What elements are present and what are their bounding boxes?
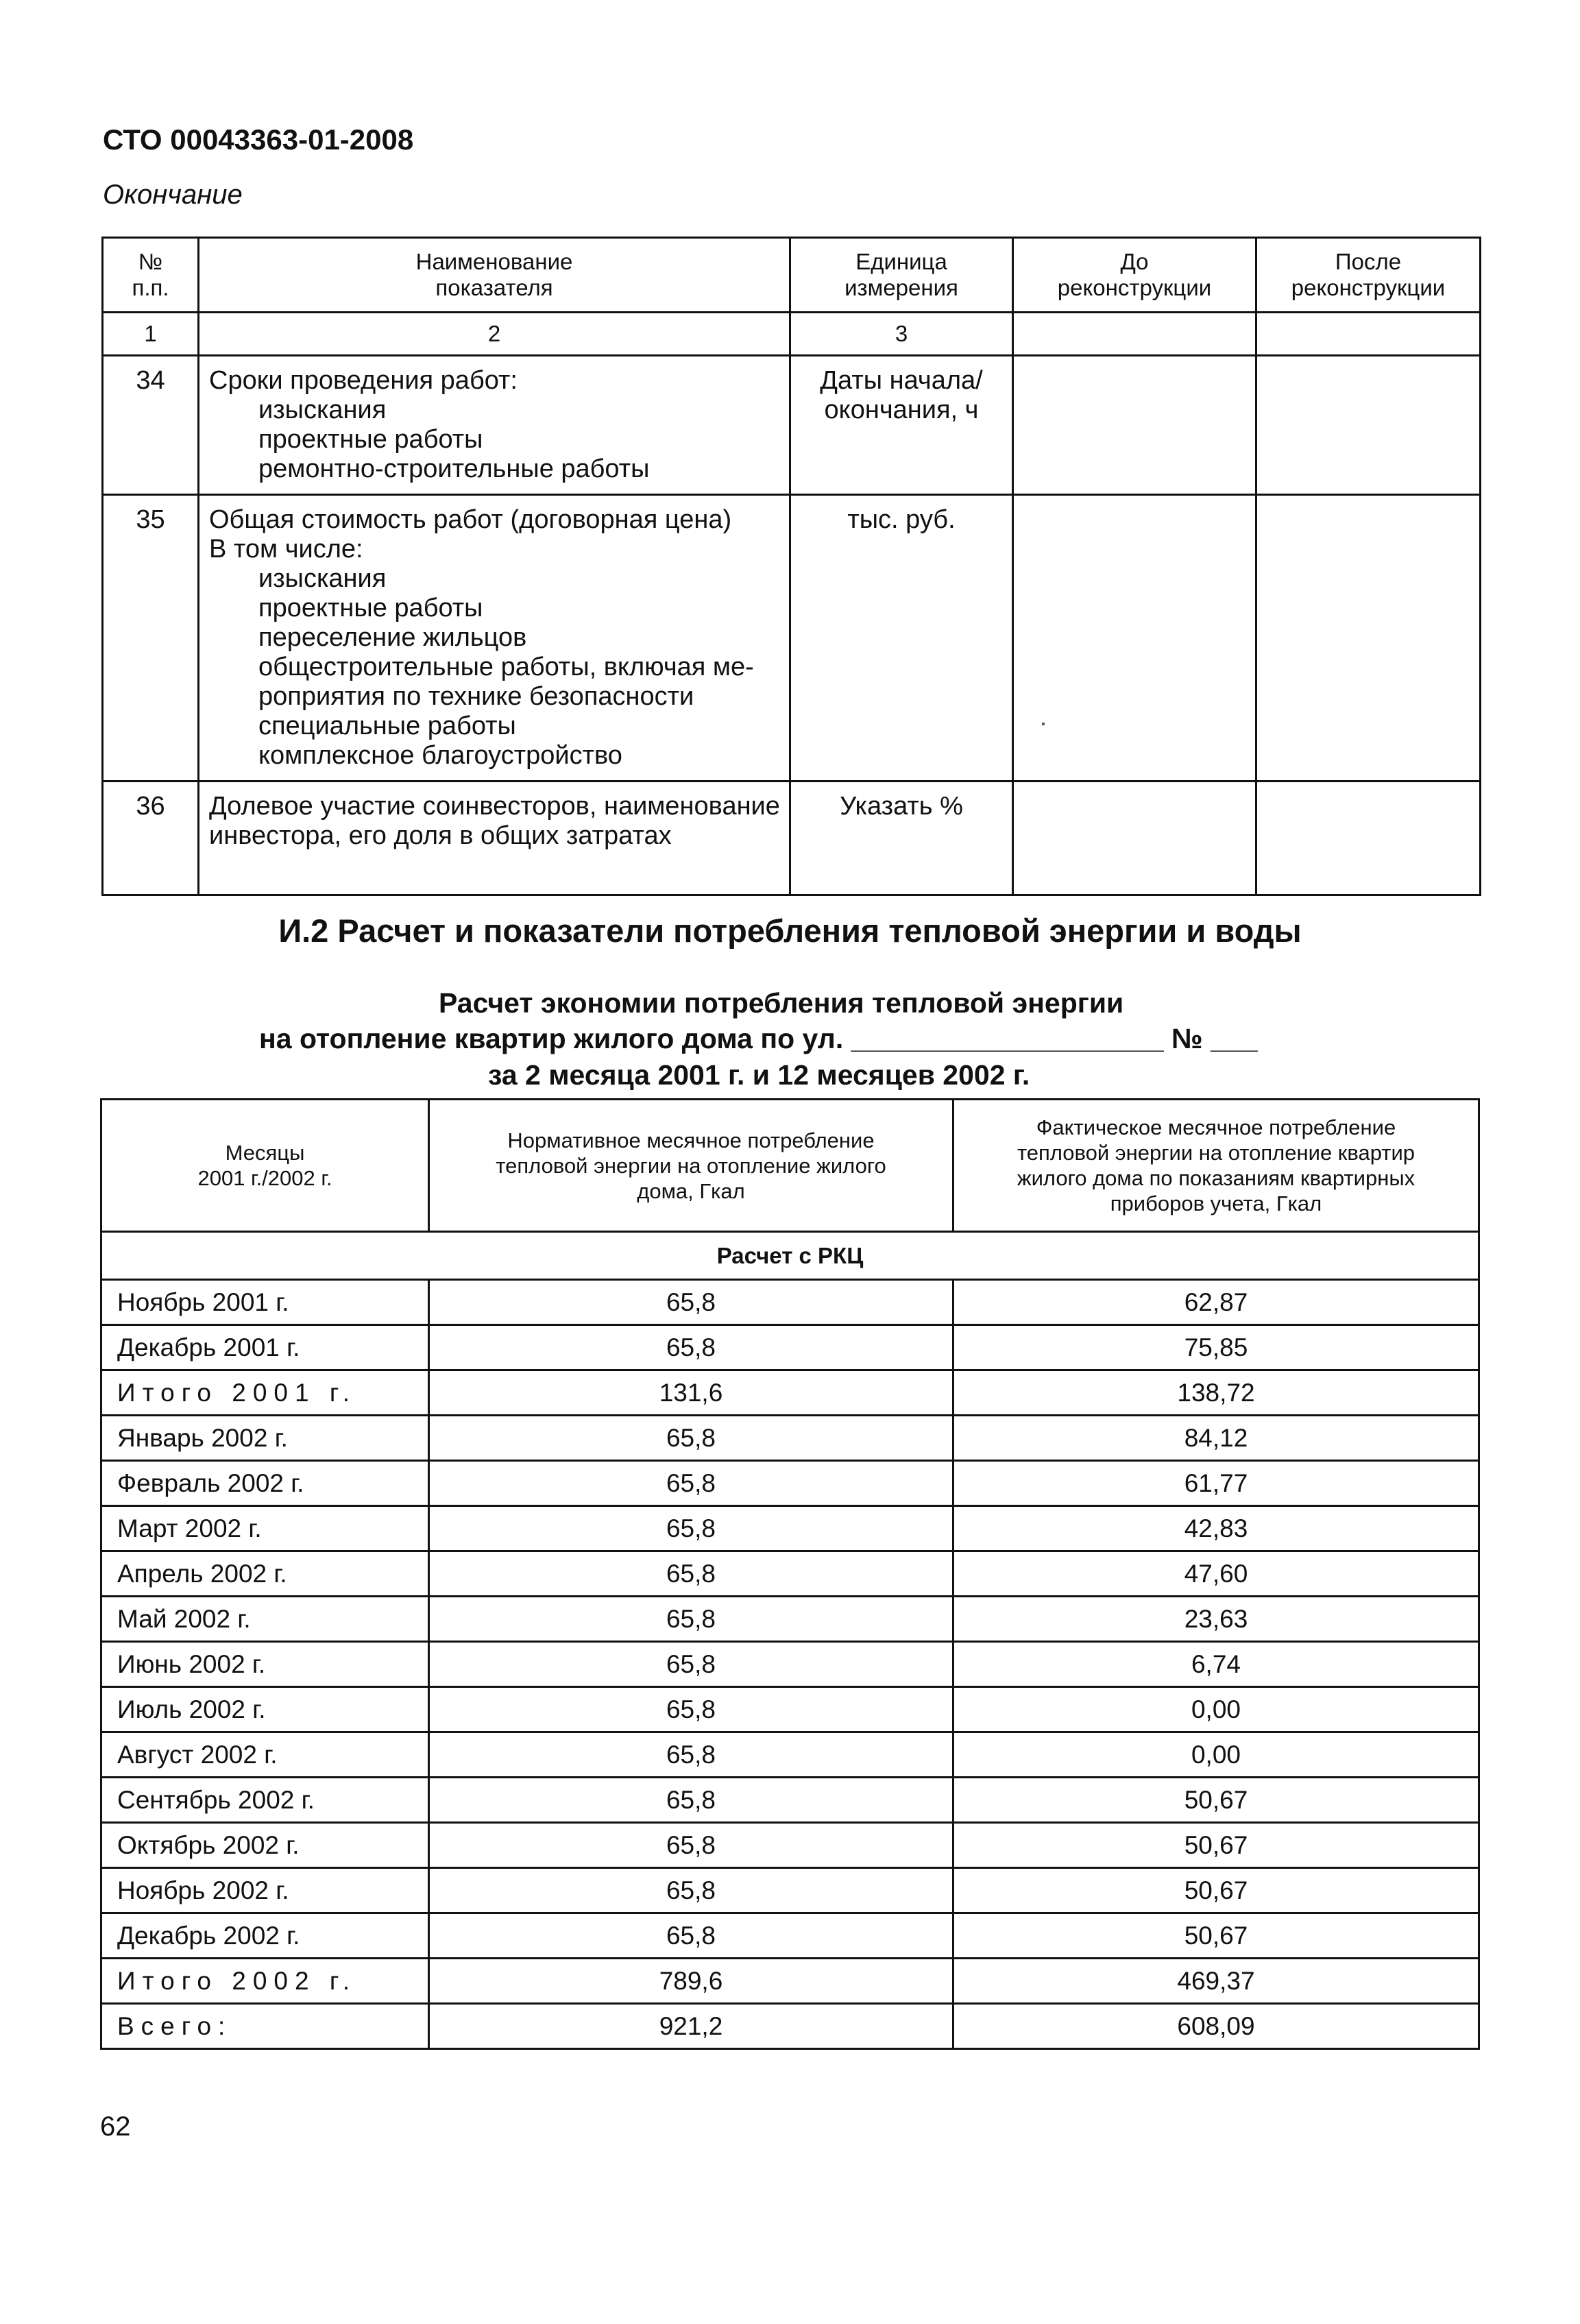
table-row	[101, 1913, 1479, 1959]
indicator-item: комплексное благоустройство	[258, 741, 622, 770]
indicator-item: изыскания	[258, 396, 387, 424]
norm-value-cell: 65,8	[429, 1597, 953, 1642]
norm-value-cell: 65,8	[429, 1325, 953, 1370]
table1-header-row	[103, 238, 1481, 313]
continuation-label: Окончание	[103, 180, 243, 210]
col-number: 2	[199, 313, 790, 356]
document-code: СТО 00043363-01-2008	[103, 123, 414, 156]
norm-value-cell: 789,6	[429, 1959, 953, 2004]
header-unit: Единица измерения	[790, 238, 1013, 313]
month-cell: Январь 2002 г.	[101, 1416, 429, 1461]
actual-value-cell: 62,87	[953, 1280, 1479, 1325]
month-cell: Ноябрь 2002 г.	[101, 1868, 429, 1913]
section-row	[101, 1232, 1479, 1280]
table-row	[101, 1325, 1479, 1370]
table-row	[101, 1551, 1479, 1597]
header-actual-consumption: Фактическое месячное потребление тепловой энергии на отопление квартир жилого дома по показаниям квартирных приборов учета, Гкал	[953, 1100, 1479, 1232]
indicator-subtitle: В том числе:	[209, 535, 363, 564]
value-before	[1013, 356, 1256, 495]
norm-value-cell: 65,8	[429, 1642, 953, 1687]
value-after	[1256, 782, 1481, 895]
indicator-item: проектные работы	[258, 425, 483, 454]
indicator-title: Сроки проведения работ:	[209, 366, 518, 395]
row-number: 35	[103, 495, 199, 782]
indicator-item: роприятия по технике безопасности	[258, 682, 694, 711]
indicator-item: общестроительные работы, включая ме-	[258, 653, 754, 681]
actual-value-cell: 50,67	[953, 1778, 1479, 1823]
table-row	[101, 1416, 1479, 1461]
actual-value-cell: 50,67	[953, 1823, 1479, 1868]
actual-value-cell: 608,09	[953, 2004, 1479, 2049]
calc-period: за 2 месяца 2001 г. и 12 месяцев 2002 г.	[488, 1059, 1030, 1091]
indicators-table	[101, 237, 1481, 896]
row-number: 34	[103, 356, 199, 495]
actual-value-cell: 50,67	[953, 1913, 1479, 1959]
table-row	[101, 1597, 1479, 1642]
month-cell: Сентябрь 2002 г.	[101, 1778, 429, 1823]
header-number: № п.п.	[103, 238, 199, 313]
norm-value-cell: 65,8	[429, 1868, 953, 1913]
col-number: 1	[103, 313, 199, 356]
month-cell: Итого 2002 г.	[101, 1959, 429, 2004]
month-cell: Август 2002 г.	[101, 1732, 429, 1778]
header-before: До реконструкции	[1013, 238, 1256, 313]
section-label: Расчет с РКЦ	[101, 1232, 1479, 1280]
actual-value-cell: 61,77	[953, 1461, 1479, 1506]
table-row	[103, 356, 1481, 495]
table-row	[101, 1642, 1479, 1687]
month-cell: Итого 2001 г.	[101, 1370, 429, 1416]
value-before	[1013, 782, 1256, 895]
actual-value-cell: 6,74	[953, 1642, 1479, 1687]
norm-value-cell: 65,8	[429, 1551, 953, 1597]
indicator-unit: Указать %	[790, 782, 1013, 895]
indicator-title: Общая стоимость работ (договорная цена)	[209, 505, 732, 534]
month-cell: Март 2002 г.	[101, 1506, 429, 1551]
table-row	[101, 1959, 1479, 2004]
calc-address-line: на отопление квартир жилого дома по ул. ____________________ № ___	[259, 1023, 1258, 1054]
indicator-item: переселение жильцов	[258, 623, 527, 652]
value-before	[1013, 495, 1256, 782]
scan-speck	[1042, 723, 1045, 725]
indicator-unit: тыс. руб.	[790, 495, 1013, 782]
calc-title: Расчет экономии потребления тепловой энергии	[439, 987, 1124, 1019]
header-indicator-name: Наименование показателя	[199, 238, 790, 313]
actual-value-cell: 50,67	[953, 1868, 1479, 1913]
indicator-item: специальные работы	[258, 712, 516, 740]
table-row	[101, 1868, 1479, 1913]
actual-value-cell: 47,60	[953, 1551, 1479, 1597]
actual-value-cell: 138,72	[953, 1370, 1479, 1416]
month-cell: Июль 2002 г.	[101, 1687, 429, 1732]
value-after	[1256, 356, 1481, 495]
indicator-unit: Даты начала/ окончания, ч	[790, 356, 1013, 495]
actual-value-cell: 84,12	[953, 1416, 1479, 1461]
norm-value-cell: 65,8	[429, 1506, 953, 1551]
actual-value-cell: 75,85	[953, 1325, 1479, 1370]
norm-value-cell: 65,8	[429, 1823, 953, 1868]
indicator-name	[199, 782, 790, 895]
norm-value-cell: 921,2	[429, 2004, 953, 2049]
table-row	[101, 1506, 1479, 1551]
table2-header-row	[101, 1100, 1479, 1232]
month-cell: Декабрь 2002 г.	[101, 1913, 429, 1959]
table-row	[103, 782, 1481, 895]
page-number: 62	[100, 2111, 131, 2142]
actual-value-cell: 469,37	[953, 1959, 1479, 2004]
norm-value-cell: 65,8	[429, 1913, 953, 1959]
col-number: 3	[790, 313, 1013, 356]
norm-value-cell: 65,8	[429, 1280, 953, 1325]
table1-column-numbers-row	[103, 313, 1481, 356]
norm-value-cell: 65,8	[429, 1416, 953, 1461]
indicator-item: проектные работы	[258, 594, 483, 622]
value-after	[1256, 495, 1481, 782]
row-number: 36	[103, 782, 199, 895]
section-title: И.2 Расчет и показатели потребления тепловой энергии и воды	[278, 912, 1302, 949]
col-number	[1013, 313, 1256, 356]
month-cell: Май 2002 г.	[101, 1597, 429, 1642]
header-norm-consumption: Нормативное месячное потребление тепловой энергии на отопление жилого дома, Гкал	[429, 1100, 953, 1232]
indicator-item: изыскания	[258, 564, 387, 593]
table-row	[101, 2004, 1479, 2049]
month-cell: Ноябрь 2001 г.	[101, 1280, 429, 1325]
month-cell: Всего:	[101, 2004, 429, 2049]
month-cell: Декабрь 2001 г.	[101, 1325, 429, 1370]
table-row	[101, 1280, 1479, 1325]
actual-value-cell: 0,00	[953, 1732, 1479, 1778]
month-cell: Апрель 2002 г.	[101, 1551, 429, 1597]
table-row	[101, 1778, 1479, 1823]
norm-value-cell: 65,8	[429, 1687, 953, 1732]
month-cell: Октябрь 2002 г.	[101, 1823, 429, 1868]
indicator-title: Долевое участие соинвесторов, наименование	[209, 792, 780, 821]
table-row	[101, 1732, 1479, 1778]
indicator-name	[199, 495, 790, 782]
table-row	[101, 1461, 1479, 1506]
month-cell: Февраль 2002 г.	[101, 1461, 429, 1506]
norm-value-cell: 65,8	[429, 1732, 953, 1778]
header-months: Месяцы 2001 г./2002 г.	[101, 1100, 429, 1232]
table-row	[101, 1823, 1479, 1868]
heat-consumption-table	[100, 1098, 1480, 2050]
indicator-name	[199, 356, 790, 495]
norm-value-cell: 65,8	[429, 1461, 953, 1506]
actual-value-cell: 42,83	[953, 1506, 1479, 1551]
indicator-title-continued: инвестора, его доля в общих затратах	[209, 821, 672, 850]
table-row	[101, 1687, 1479, 1732]
indicator-item: ремонтно-строительные работы	[258, 455, 650, 483]
table-row	[103, 495, 1481, 782]
norm-value-cell: 131,6	[429, 1370, 953, 1416]
actual-value-cell: 0,00	[953, 1687, 1479, 1732]
actual-value-cell: 23,63	[953, 1597, 1479, 1642]
col-number	[1256, 313, 1481, 356]
table-row	[101, 1370, 1479, 1416]
norm-value-cell: 65,8	[429, 1778, 953, 1823]
header-after: После реконструкции	[1256, 238, 1481, 313]
month-cell: Июнь 2002 г.	[101, 1642, 429, 1687]
